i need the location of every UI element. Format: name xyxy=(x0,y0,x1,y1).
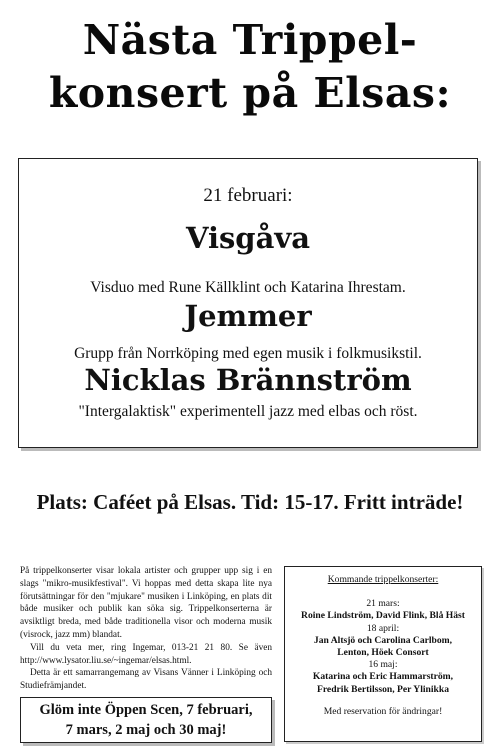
info-paragraph-3: Detta är ett samarrangemang av Visans Vänner i Linköping och Studiefrämjandet. xyxy=(20,668,272,692)
venue-time-line: Plats: Caféet på Elsas. Tid: 15-17. Fritt inträde! xyxy=(36,490,464,514)
upcoming-date-1: 21 mars: xyxy=(366,598,400,610)
upcoming-artists-3b: Fredrik Bertilsson, Per Ylinikka xyxy=(316,683,449,695)
upcoming-date-3: 16 maj: xyxy=(368,659,398,671)
upcoming-concerts-box xyxy=(284,566,482,742)
concert-lineup-box xyxy=(18,158,478,448)
upcoming-artists-1: Roine Lindström, David Flink, Blå Häst xyxy=(301,610,465,622)
act-name-2: Jemmer xyxy=(184,299,312,333)
headline-line-1: Nästa Trippel- xyxy=(82,16,418,64)
upcoming-artists-2b: Lenton, Höek Consort xyxy=(337,647,429,659)
act-name-1: Visgåva xyxy=(185,221,311,255)
act-description-3: "Intergalaktisk" experimentell jazz med elbas och röst. xyxy=(78,403,418,420)
upcoming-date-2: 18 april: xyxy=(366,622,400,634)
act-description-1: Visduo med Rune Källklint och Katarina Ihrestam. xyxy=(90,279,406,296)
upcoming-artists-2a: Jan Altsjö och Carolina Carlbom, xyxy=(313,634,453,646)
upcoming-footer: Med reservation för ändringar! xyxy=(323,705,443,717)
act-description-2: Grupp från Norrköping med egen musik i folkmusikstil. xyxy=(74,345,422,362)
info-paragraph-1: På trippelkonserter visar lokala artister och grupper upp sig i en slags "mikro-musikfestival". Vi hoppas med detta skapa lite nya förutsättningar för den "mjukare" musiken i Linköping, en plats dit både musiker och publik kan söka sig. Trippelkonserterna är avsiktligt breda, med både traditionella visor och moderna musik (visrock, jazz mm) blandat. xyxy=(20,566,272,640)
open-stage-reminder-box xyxy=(20,697,272,743)
reminder-line-2: 7 mars, 2 maj och 30 maj! xyxy=(65,722,227,738)
poster-headline xyxy=(0,14,500,120)
headline-line-2: konsert på Elsas: xyxy=(48,69,452,117)
reminder-line-1: Glöm inte Öppen Scen, 7 februari, xyxy=(39,702,253,718)
act-name-3: Nicklas Brännström xyxy=(84,363,412,397)
upcoming-heading: Kommande trippelkonserter: xyxy=(327,574,439,585)
info-paragraph-2: Vill du veta mer, ring Ingemar, 013-21 21 80. Se även http://www.lysator.liu.se/~ingemar/elsas.html. xyxy=(20,642,272,666)
upcoming-artists-3a: Katarina och Eric Hammarström, xyxy=(312,671,454,683)
concert-date: 21 februari: xyxy=(203,185,293,206)
info-text xyxy=(20,565,272,693)
